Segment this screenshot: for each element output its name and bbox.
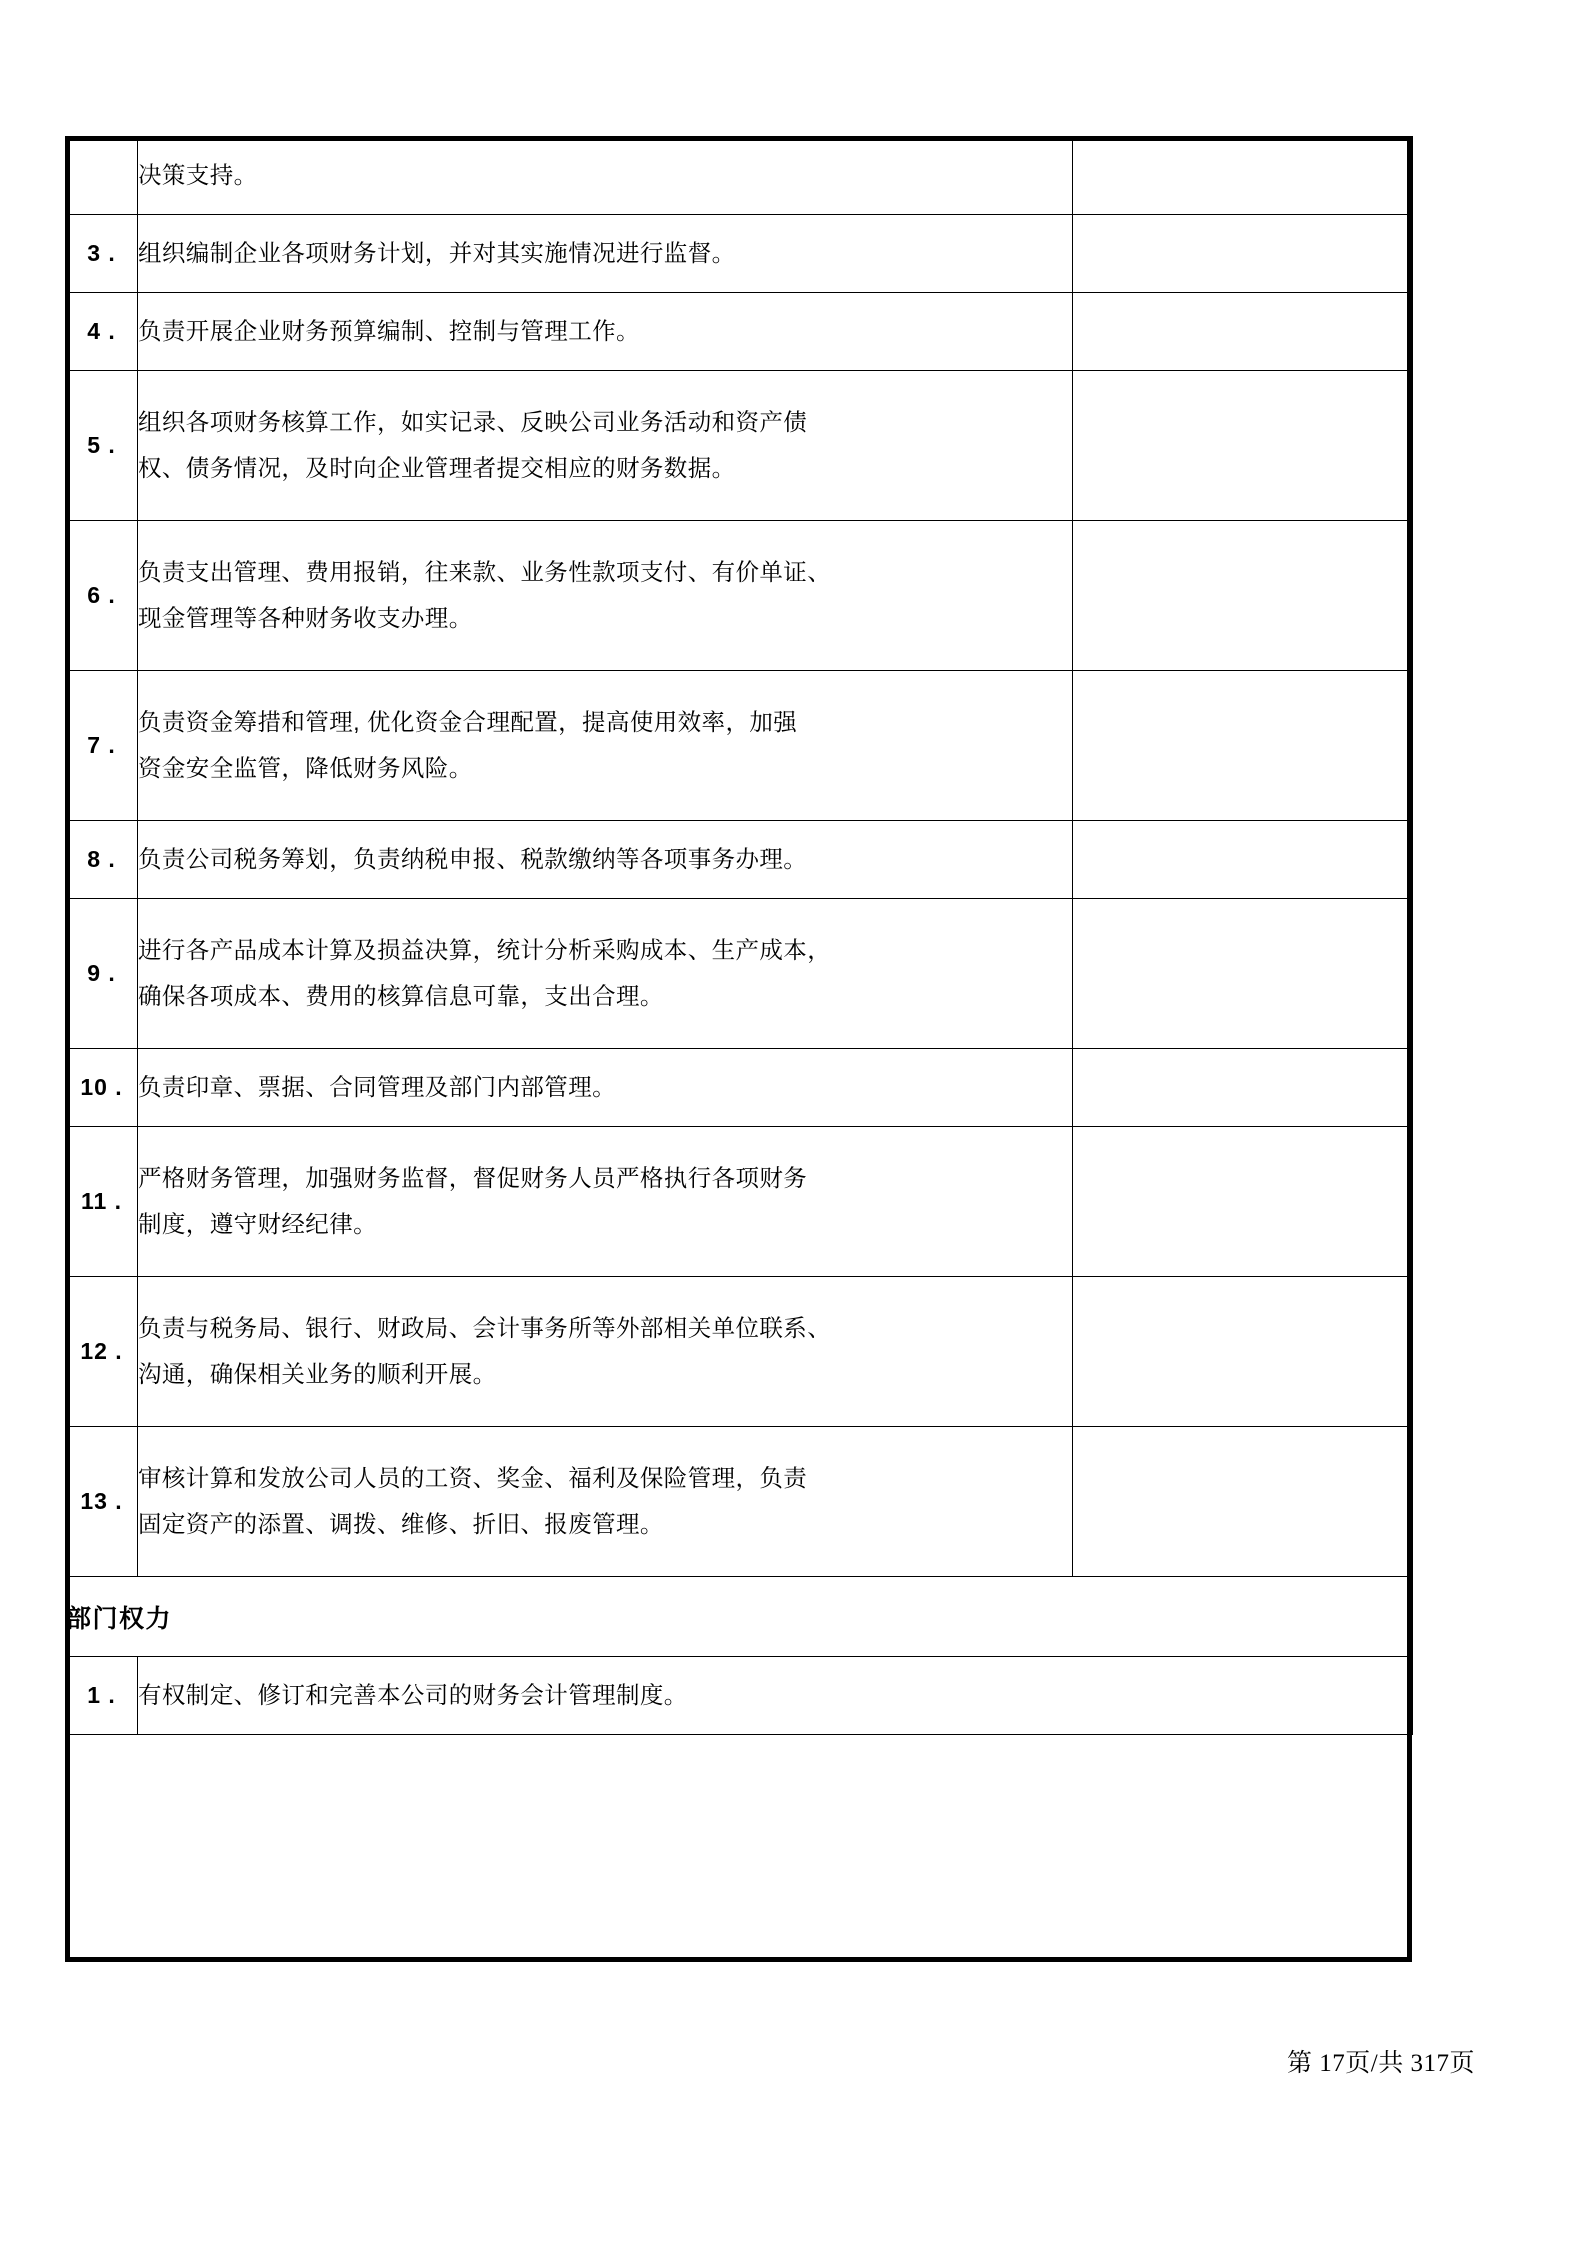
row-text (138, 1127, 1073, 1277)
row-text (138, 521, 1073, 671)
row-note (1073, 1127, 1413, 1277)
row-note (1073, 821, 1413, 899)
row-note (1073, 371, 1413, 521)
table-row (66, 899, 1413, 1049)
row-number: 10 . (66, 1049, 138, 1127)
row-text (138, 821, 1073, 899)
row-text (138, 293, 1073, 371)
row-text (138, 1427, 1073, 1577)
table-row (66, 137, 1413, 215)
table-row (66, 521, 1413, 671)
row-number: 7 . (66, 671, 138, 821)
row-number: 3 . (66, 215, 138, 293)
row-note (1073, 1427, 1413, 1577)
row-text (138, 1277, 1073, 1427)
row-note (1073, 521, 1413, 671)
row-text-line: 决策支持。 (138, 161, 258, 188)
job-description-table (65, 136, 1413, 1735)
row-text-line: 固定资产的添置、调拨、维修、折旧、报废管理。 (138, 1510, 664, 1537)
row-text (138, 215, 1073, 293)
row-text-line: 严格财务管理，加强财务监督，督促财务人员严格执行各项财务 (138, 1164, 808, 1191)
row-number: 5 . (66, 371, 138, 521)
section-heading: 部门权力 (66, 1577, 1413, 1657)
row-text (138, 899, 1073, 1049)
row-number: 9 . (66, 899, 138, 1049)
row-number (66, 137, 138, 215)
row-text-line: 组织各项财务核算工作，如实记录、反映公司业务活动和资产债 (138, 408, 808, 435)
row-number: 4 . (66, 293, 138, 371)
row-text-line: 权、债务情况，及时向企业管理者提交相应的财务数据。 (138, 454, 736, 481)
row-text-line: 负责与税务局、银行、财政局、会计事务所等外部相关单位联系、 (138, 1314, 832, 1341)
table-row (66, 1427, 1413, 1577)
row-text-line: 负责支出管理、费用报销，往来款、业务性款项支付、有价单证、 (138, 558, 832, 585)
table-row (66, 1657, 1413, 1735)
table-row (66, 1049, 1413, 1127)
row-number: 13 . (66, 1427, 138, 1577)
row-note (1073, 1049, 1413, 1127)
table-row (66, 1127, 1413, 1277)
table-row (66, 671, 1413, 821)
row-text-line: 进行各产品成本计算及损益决算，统计分析采购成本、生产成本， (138, 936, 832, 963)
row-text (138, 671, 1073, 821)
row-text-line: 资金安全监管，降低财务风险。 (138, 754, 473, 781)
row-text (138, 137, 1073, 215)
row-text (138, 1049, 1073, 1127)
row-text-line: 现金管理等各种财务收支办理。 (138, 604, 473, 631)
table-body (66, 137, 1413, 1735)
row-text-line: 沟通，确保相关业务的顺利开展。 (138, 1360, 497, 1387)
table-row-section (66, 1577, 1413, 1657)
row-note (1073, 293, 1413, 371)
row-text (138, 1657, 1413, 1735)
row-text (138, 371, 1073, 521)
page-footer: 第 17页/共 317页 (1287, 2050, 1475, 2077)
row-text-line: 负责资金筹措和管理, 优化资金合理配置，提高使用效率，加强 (138, 708, 798, 735)
row-note (1073, 215, 1413, 293)
row-text-line: 有权制定、修订和完善本公司的财务会计管理制度。 (138, 1681, 688, 1708)
row-text-line: 审核计算和发放公司人员的工资、奖金、福利及保险管理，负责 (138, 1464, 808, 1491)
row-number: 8 . (66, 821, 138, 899)
row-text-line: 负责印章、票据、合同管理及部门内部管理。 (138, 1073, 616, 1100)
row-note (1073, 899, 1413, 1049)
row-text-line: 负责公司税务筹划，负责纳税申报、税款缴纳等各项事务办理。 (138, 845, 808, 872)
row-number: 1 . (66, 1657, 138, 1735)
row-text-line: 负责开展企业财务预算编制、控制与管理工作。 (138, 317, 640, 344)
row-note (1073, 671, 1413, 821)
row-note (1073, 137, 1413, 215)
row-note (1073, 1277, 1413, 1427)
table-row (66, 821, 1413, 899)
row-text-line: 制度，遵守财经纪律。 (138, 1210, 377, 1237)
table-row (66, 371, 1413, 521)
row-number: 11 . (66, 1127, 138, 1277)
table-row (66, 215, 1413, 293)
row-number: 12 . (66, 1277, 138, 1427)
row-text-line: 确保各项成本、费用的核算信息可靠，支出合理。 (138, 982, 664, 1009)
row-number: 6 . (66, 521, 138, 671)
row-text-line: 组织编制企业各项财务计划，并对其实施情况进行监督。 (138, 239, 736, 266)
table-row (66, 293, 1413, 371)
table-row (66, 1277, 1413, 1427)
